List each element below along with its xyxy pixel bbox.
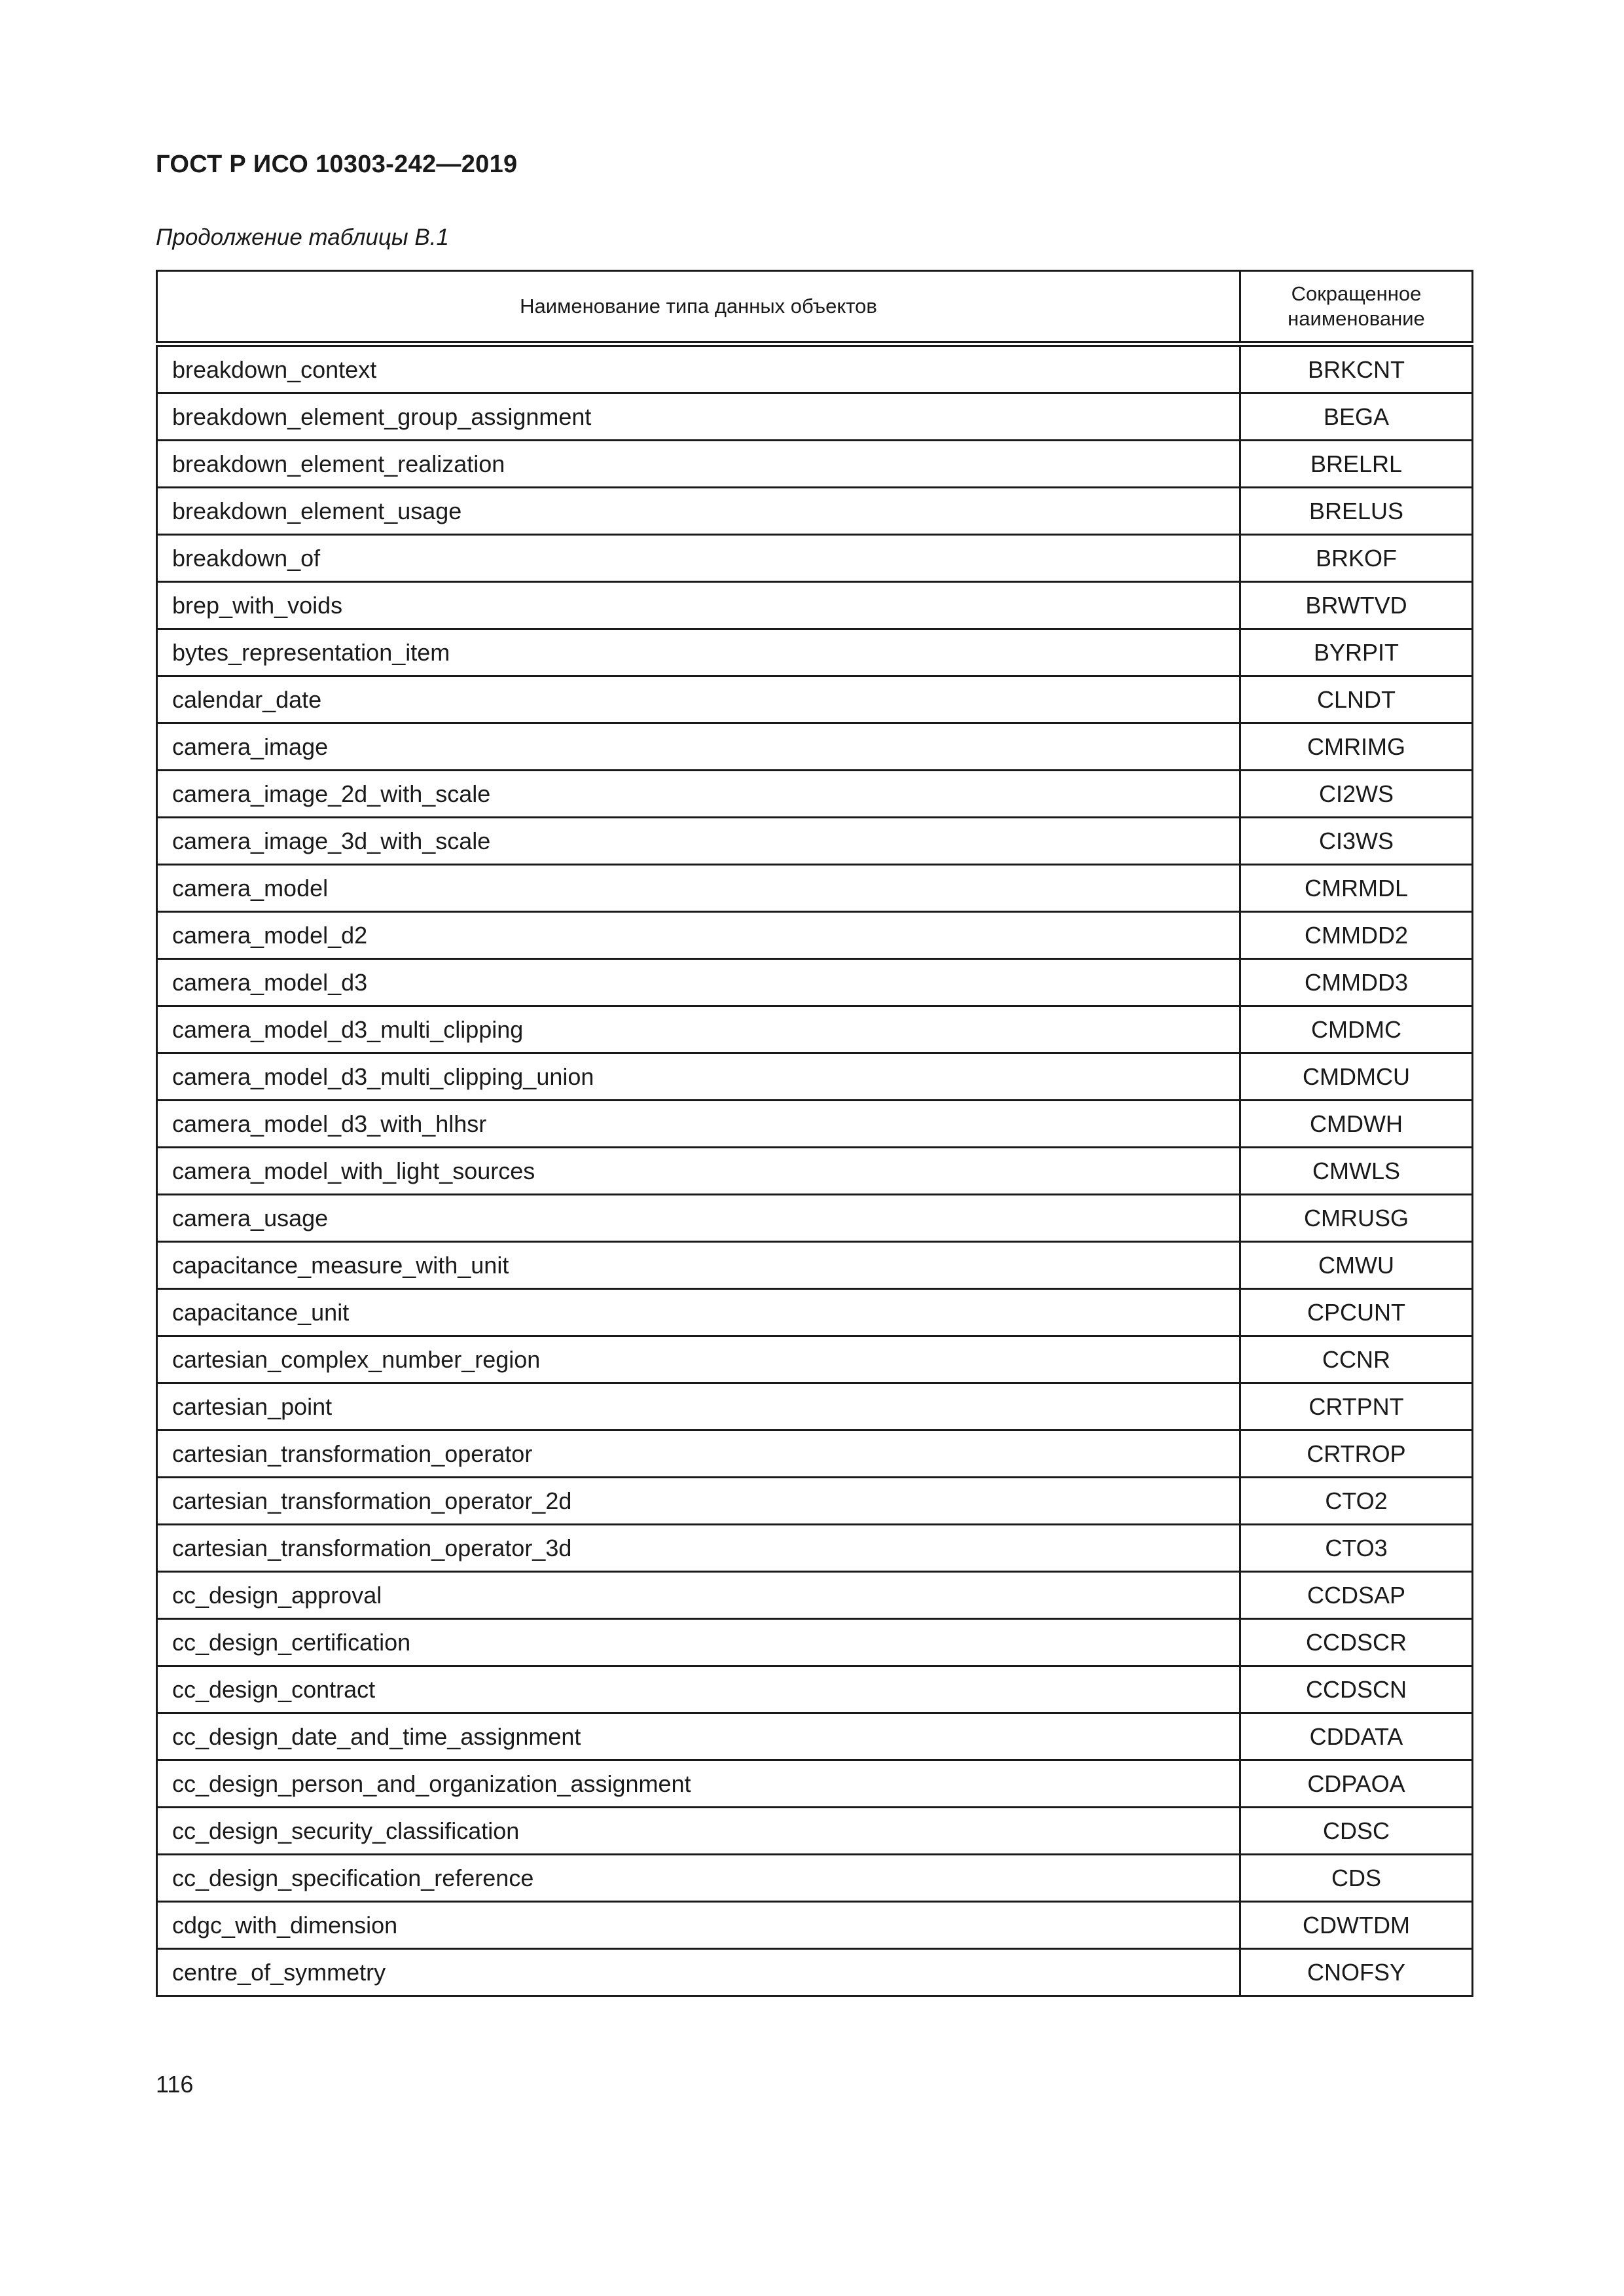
short-name-cell: CDPAOA (1240, 1760, 1473, 1808)
short-name-cell: CI2WS (1240, 771, 1473, 818)
entity-name-cell: breakdown_of (157, 535, 1240, 582)
table-row (157, 1855, 1473, 1902)
table-row (157, 1148, 1473, 1195)
table-row (157, 1572, 1473, 1619)
entity-name-cell: cartesian_point (157, 1383, 1240, 1430)
entity-name-cell: cc_design_certification (157, 1619, 1240, 1666)
table-row (157, 535, 1473, 582)
table-row (157, 1902, 1473, 1949)
short-name-cell: CRTPNT (1240, 1383, 1473, 1430)
table-row (157, 1289, 1473, 1336)
entity-name-cell: cartesian_transformation_operator_3d (157, 1525, 1240, 1572)
short-name-cell: BRKOF (1240, 535, 1473, 582)
table-row (157, 1666, 1473, 1713)
table-row (157, 865, 1473, 912)
table-row (157, 393, 1473, 441)
entity-name-cell: breakdown_element_usage (157, 488, 1240, 535)
table-row (157, 723, 1473, 771)
entity-name-cell: centre_of_symmetry (157, 1949, 1240, 1996)
short-name-cell: CMDMC (1240, 1006, 1473, 1053)
entity-name-cell: cc_design_specification_reference (157, 1855, 1240, 1902)
table-header-row (157, 271, 1473, 344)
table-row (157, 1478, 1473, 1525)
entity-name-cell: breakdown_element_realization (157, 441, 1240, 488)
entity-name-cell: camera_model_with_light_sources (157, 1148, 1240, 1195)
entity-name-cell: camera_usage (157, 1195, 1240, 1242)
short-name-cell: CMMDD3 (1240, 959, 1473, 1006)
entity-name-cell: breakdown_context (157, 344, 1240, 393)
entity-name-cell: camera_model_d3_multi_clipping (157, 1006, 1240, 1053)
table-row (157, 1713, 1473, 1760)
entity-name-cell: camera_model_d2 (157, 912, 1240, 959)
short-name-cell: CDWTDM (1240, 1902, 1473, 1949)
short-name-cell: CMDMCU (1240, 1053, 1473, 1101)
table-row (157, 1619, 1473, 1666)
table-row (157, 1383, 1473, 1430)
entity-abbreviation-table (156, 270, 1473, 1997)
entity-name-cell: camera_image_2d_with_scale (157, 771, 1240, 818)
short-name-cell: CPCUNT (1240, 1289, 1473, 1336)
entity-name-cell: bytes_representation_item (157, 629, 1240, 676)
document-standard-title: ГОСТ Р ИСО 10303-242—2019 (156, 151, 518, 178)
entity-name-cell: cc_design_person_and_organization_assignment (157, 1760, 1240, 1808)
entity-name-cell: capacitance_measure_with_unit (157, 1242, 1240, 1289)
short-name-cell: CMRIMG (1240, 723, 1473, 771)
entity-name-cell: camera_model_d3_with_hlhsr (157, 1101, 1240, 1148)
short-name-cell: BYRPIT (1240, 629, 1473, 676)
short-name-cell: CMRMDL (1240, 865, 1473, 912)
entity-name-cell: cc_design_security_classification (157, 1808, 1240, 1855)
short-name-cell: BEGA (1240, 393, 1473, 441)
short-name-cell: CDSC (1240, 1808, 1473, 1855)
short-name-cell: CCDSAP (1240, 1572, 1473, 1619)
short-name-cell: CDS (1240, 1855, 1473, 1902)
table-row (157, 1760, 1473, 1808)
column-header-entity-name: Наименование типа данных объектов (157, 271, 1240, 344)
table-row (157, 676, 1473, 723)
short-name-cell: BRWTVD (1240, 582, 1473, 629)
entity-name-cell: cartesian_transformation_operator_2d (157, 1478, 1240, 1525)
short-name-cell: CMMDD2 (1240, 912, 1473, 959)
short-name-cell: CCDSCN (1240, 1666, 1473, 1713)
short-name-cell: BRELUS (1240, 488, 1473, 535)
table-row (157, 818, 1473, 865)
short-name-cell: BRKCNT (1240, 344, 1473, 393)
entity-name-cell: camera_image_3d_with_scale (157, 818, 1240, 865)
table-row (157, 629, 1473, 676)
entity-name-cell: breakdown_element_group_assignment (157, 393, 1240, 441)
table-row (157, 1053, 1473, 1101)
table-row (157, 488, 1473, 535)
entity-name-cell: cdgc_with_dimension (157, 1902, 1240, 1949)
table-row (157, 771, 1473, 818)
table-body (157, 344, 1473, 1996)
entity-name-cell: calendar_date (157, 676, 1240, 723)
short-name-cell: CMWLS (1240, 1148, 1473, 1195)
short-name-cell: CTO2 (1240, 1478, 1473, 1525)
short-name-cell: CRTROP (1240, 1430, 1473, 1478)
short-name-cell: CLNDT (1240, 676, 1473, 723)
entity-name-cell: camera_model_d3_multi_clipping_union (157, 1053, 1240, 1101)
table-row (157, 1430, 1473, 1478)
entity-name-cell: cartesian_transformation_operator (157, 1430, 1240, 1478)
table-row (157, 912, 1473, 959)
entity-name-cell: camera_model_d3 (157, 959, 1240, 1006)
short-name-cell: BRELRL (1240, 441, 1473, 488)
entity-name-cell: cc_design_contract (157, 1666, 1240, 1713)
short-name-cell: CMWU (1240, 1242, 1473, 1289)
table-caption: Продолжение таблицы B.1 (156, 225, 449, 250)
entity-name-cell: brep_with_voids (157, 582, 1240, 629)
column-header-short-name: Сокращенное наименование (1240, 271, 1473, 344)
entity-name-cell: cc_design_approval (157, 1572, 1240, 1619)
short-name-cell: CMDWH (1240, 1101, 1473, 1148)
table-row (157, 1336, 1473, 1383)
page-number: 116 (156, 2071, 194, 2098)
entity-name-cell: cartesian_complex_number_region (157, 1336, 1240, 1383)
short-name-cell: CCNR (1240, 1336, 1473, 1383)
entity-name-cell: capacitance_unit (157, 1289, 1240, 1336)
table-row (157, 1525, 1473, 1572)
entity-name-cell: cc_design_date_and_time_assignment (157, 1713, 1240, 1760)
short-name-cell: CDDATA (1240, 1713, 1473, 1760)
short-name-cell: CMRUSG (1240, 1195, 1473, 1242)
table-row (157, 1242, 1473, 1289)
table-row (157, 1101, 1473, 1148)
short-name-cell: CNOFSY (1240, 1949, 1473, 1996)
short-name-cell: CI3WS (1240, 818, 1473, 865)
table-row (157, 582, 1473, 629)
table-row (157, 441, 1473, 488)
table-row (157, 1808, 1473, 1855)
table-row (157, 1949, 1473, 1996)
table-row (157, 1006, 1473, 1053)
entity-name-cell: camera_model (157, 865, 1240, 912)
table-row (157, 1195, 1473, 1242)
table-row (157, 344, 1473, 393)
table-row (157, 959, 1473, 1006)
entity-name-cell: camera_image (157, 723, 1240, 771)
short-name-cell: CTO3 (1240, 1525, 1473, 1572)
short-name-cell: CCDSCR (1240, 1619, 1473, 1666)
